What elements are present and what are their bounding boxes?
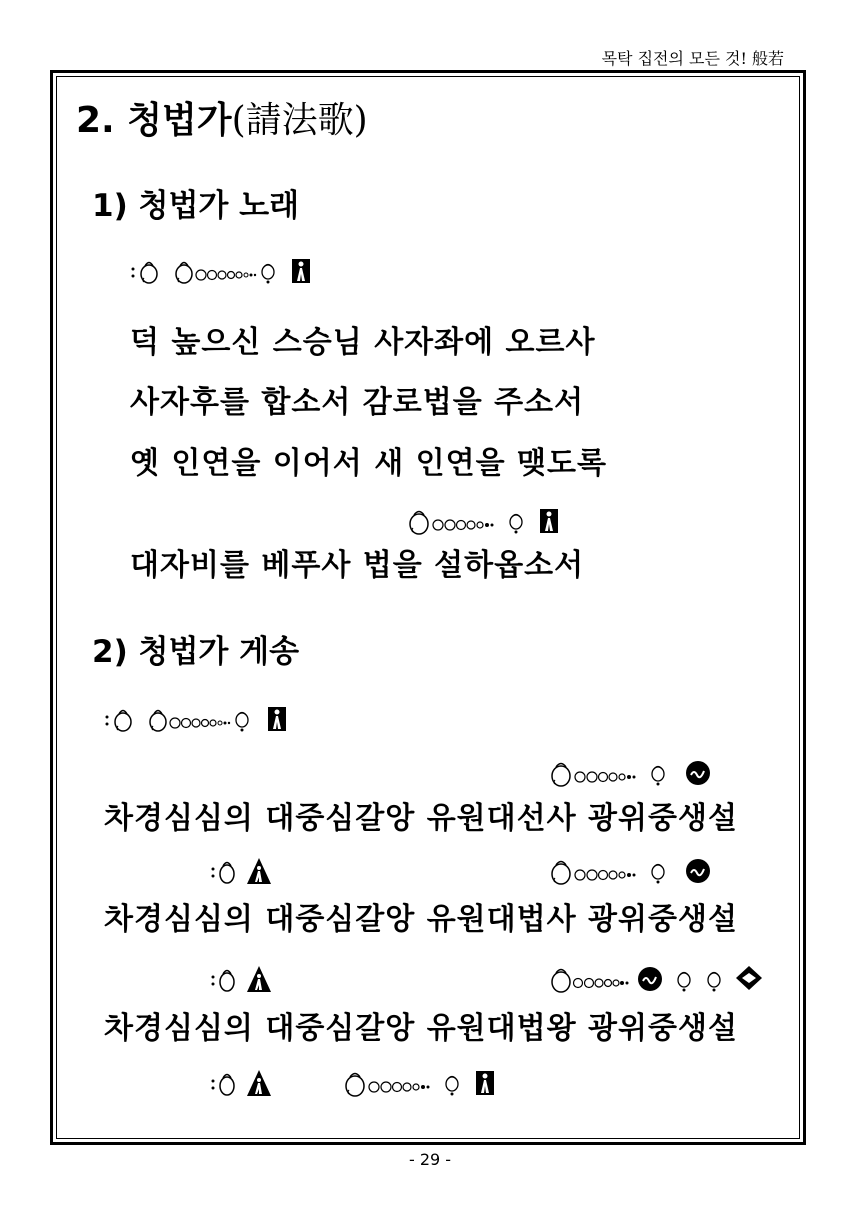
moktak-roll-icon [550, 856, 654, 886]
diamond-icon [734, 964, 764, 994]
moktak-tap-icon [210, 964, 240, 994]
small-bell-icon [258, 256, 278, 286]
moktak-roll-icon [550, 758, 654, 788]
notation-row-5a [210, 856, 290, 886]
circle-stroke-icon [636, 964, 664, 994]
bow-icon [538, 506, 560, 536]
moktak-roll-icon [148, 704, 240, 734]
notation-row-6a [210, 964, 290, 994]
lyric-line-2: 사자후를 합소서 감로법을 주소서 [130, 385, 585, 420]
moktak-roll-icon [408, 506, 512, 536]
moktak-roll-icon [550, 964, 642, 994]
small-bell-icon [648, 758, 668, 788]
bow-icon [290, 256, 312, 286]
notation-row-1 [130, 256, 330, 286]
part1-title: 1) 청법가 노래 [92, 188, 300, 224]
bow-icon [474, 1068, 496, 1098]
small-bell-icon [506, 506, 526, 536]
section-title-text: 2. 청법가 [76, 100, 232, 141]
small-bell-icon [648, 856, 668, 886]
notation-row-2 [408, 506, 568, 536]
notation-row-4 [550, 758, 720, 788]
notation-row-5b [550, 856, 720, 886]
moktak-roll-icon [174, 256, 266, 286]
section-title [76, 92, 368, 143]
circle-stroke-icon [684, 758, 712, 788]
notation-row-6b [550, 964, 770, 994]
lyric-line-4: 대자비를 베푸사 법을 설하옵소서 [130, 548, 585, 583]
triangle-bow-icon [246, 964, 272, 994]
page-number: - 29 - [408, 1150, 452, 1169]
verse-line-2: 차경심심의 대중심갈앙 유원대법사 광위중생설 [104, 902, 738, 937]
lyric-line-3: 옛 인연을 이어서 새 인연을 맺도록 [130, 446, 607, 481]
moktak-tap-icon [210, 1068, 240, 1098]
small-bell-icon [442, 1068, 462, 1098]
moktak-roll-icon [344, 1068, 448, 1098]
moktak-tap-icon [130, 256, 160, 286]
moktak-tap-icon [104, 704, 134, 734]
bow-icon [266, 704, 288, 734]
moktak-tap-icon [210, 856, 240, 886]
triangle-bow-icon [246, 856, 272, 886]
verse-line-1: 차경심심의 대중심갈앙 유원대선사 광위중생설 [104, 801, 738, 836]
running-header: 목탁 집전의 모든 것! 般若 [601, 49, 784, 68]
notation-row-7 [210, 1068, 510, 1098]
small-bell-icon [232, 704, 252, 734]
small-bell-icon [674, 964, 694, 994]
notation-row-3 [104, 704, 304, 734]
triangle-bow-icon [246, 1068, 272, 1098]
part2-title: 2) 청법가 게송 [92, 634, 300, 670]
verse-line-3: 차경심심의 대중심갈앙 유원대법왕 광위중생설 [104, 1011, 738, 1046]
small-bell-icon [704, 964, 724, 994]
section-title-hanja: (請法歌) [231, 100, 368, 141]
circle-stroke-icon [684, 856, 712, 886]
lyric-line-1: 덕 높으신 스승님 사자좌에 오르사 [130, 325, 596, 360]
